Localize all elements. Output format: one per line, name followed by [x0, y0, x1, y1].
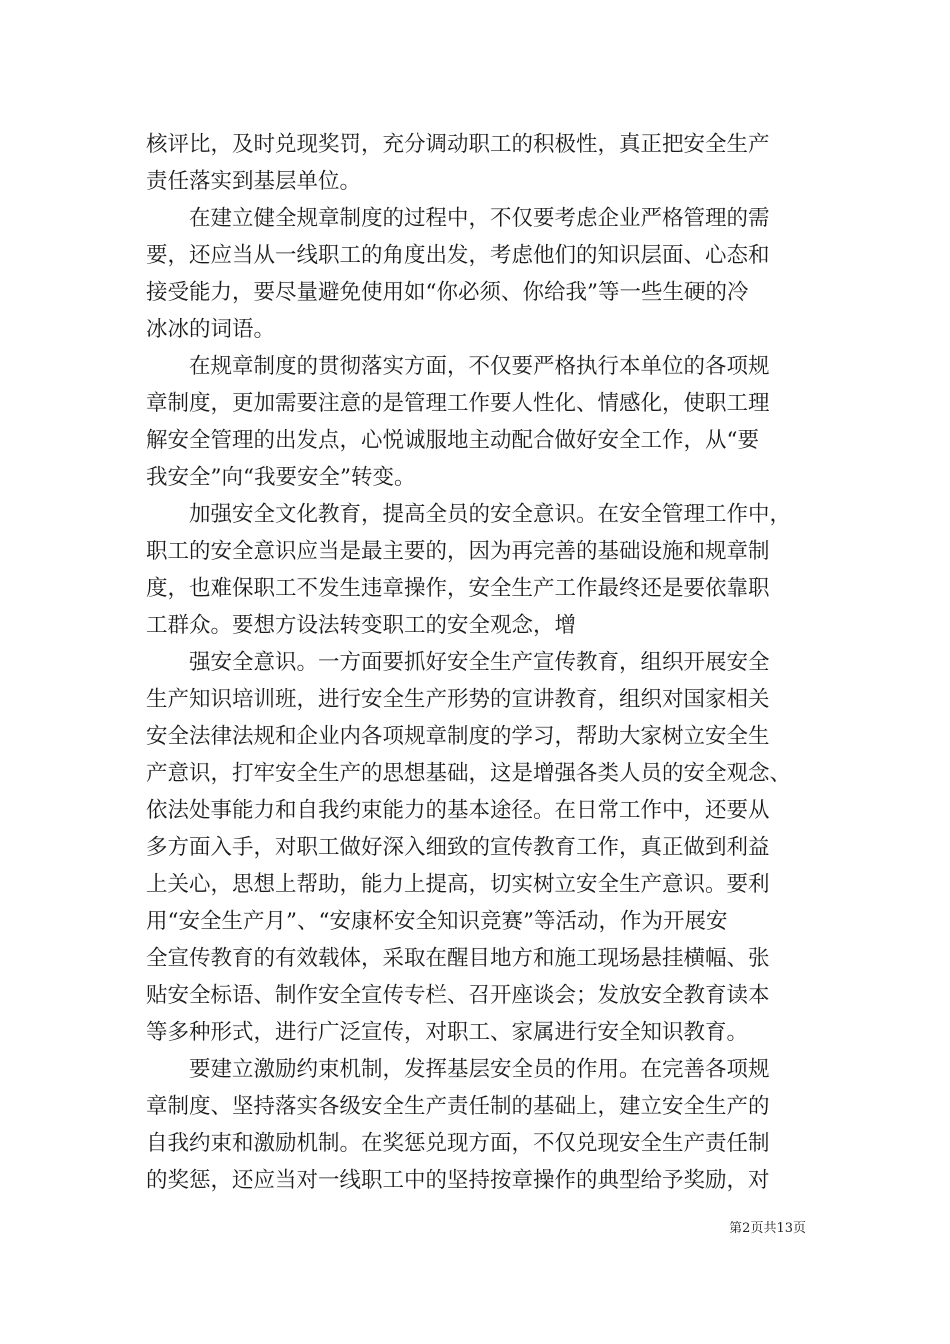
text-line: 冰冰的词语。: [146, 317, 276, 342]
paragraph: [146, 200, 810, 348]
text-line: 在规章制度的贯彻落实方面，不仅要严格执行本单位的各项规: [189, 354, 770, 379]
text-line: 我安全”向“我要安全”转变。: [146, 465, 416, 490]
text-line: 生产知识培训班，进行安全生产形势的宣讲教育，组织对国家相关: [146, 687, 770, 712]
text-line: 贴安全标语、制作安全宣传专栏、召开座谈会；发放安全教育读本: [146, 983, 770, 1008]
document-body: [146, 126, 810, 1199]
paragraph: [146, 348, 810, 496]
text-line: 多方面入手，对职工做好深入细致的宣传教育工作，真正做到利益: [146, 835, 770, 860]
text-line: 等多种形式，进行广泛宣传，对职工、家属进行安全知识教育。: [146, 1020, 749, 1045]
text-line: 依法处事能力和自我约束能力的基本途径。在日常工作中，还要从: [146, 798, 770, 823]
text-line: 工群众。要想方设法转变职工的安全观念，增: [146, 613, 577, 638]
text-line: 职工的安全意识应当是最主要的，因为再完善的基础设施和规章制: [146, 539, 770, 564]
text-line: 上关心，思想上帮助，能力上提高，切实树立安全生产意识。要利: [146, 872, 770, 897]
text-line: 要，还应当从一线职工的角度出发，考虑他们的知识层面、心态和: [146, 243, 770, 268]
text-line: 全宣传教育的有效载体，采取在醒目地方和施工现场悬挂横幅、张: [146, 946, 770, 971]
paragraph: [146, 644, 810, 1051]
paragraph: [146, 496, 810, 644]
text-line: 责任落实到基层单位。: [146, 169, 362, 194]
text-line: 安全法律法规和企业内各项规章制度的学习，帮助大家树立安全生: [146, 724, 770, 749]
text-line: 在建立健全规章制度的过程中，不仅要考虑企业严格管理的需: [189, 206, 770, 231]
text-line: 核评比，及时兑现奖罚，充分调动职工的积极性，真正把安全生产: [146, 132, 770, 157]
text-line: 的奖惩，还应当对一线职工中的坚持按章操作的典型给予奖励，对: [146, 1168, 770, 1193]
text-line: 度，也难保职工不发生违章操作，安全生产工作最终还是要依靠职: [146, 576, 770, 601]
text-line: 章制度、坚持落实各级安全生产责任制的基础上，建立安全生产的: [146, 1094, 770, 1119]
text-line: 产意识，打牢安全生产的思想基础，这是增强各类人员的安全观念、: [146, 761, 792, 786]
text-line: 用“安全生产月”、“安康杯安全知识竞赛”等活动，作为开展安: [146, 909, 728, 934]
text-line: 接受能力，要尽量避免使用如“你必须、你给我”等一些生硬的冷: [146, 280, 749, 305]
text-line: 解安全管理的出发点，心悦诚服地主动配合做好安全工作，从“要: [146, 428, 759, 453]
paragraph: [146, 1051, 810, 1199]
text-line: 章制度，更加需要注意的是管理工作要人性化、情感化，使职工理: [146, 391, 770, 416]
text-line: 要建立激励约束机制，发挥基层安全员的作用。在完善各项规: [189, 1057, 770, 1082]
text-line: 加强安全文化教育，提高全员的安全意识。在安全管理工作中，: [189, 502, 792, 527]
paragraph: [146, 126, 810, 200]
text-line: 自我约束和激励机制。在奖惩兑现方面，不仅兑现安全生产责任制: [146, 1131, 770, 1156]
page-number: 第2页共13页: [729, 1221, 806, 1236]
text-line: 强安全意识。一方面要抓好安全生产宣传教育，组织开展安全: [189, 650, 770, 675]
